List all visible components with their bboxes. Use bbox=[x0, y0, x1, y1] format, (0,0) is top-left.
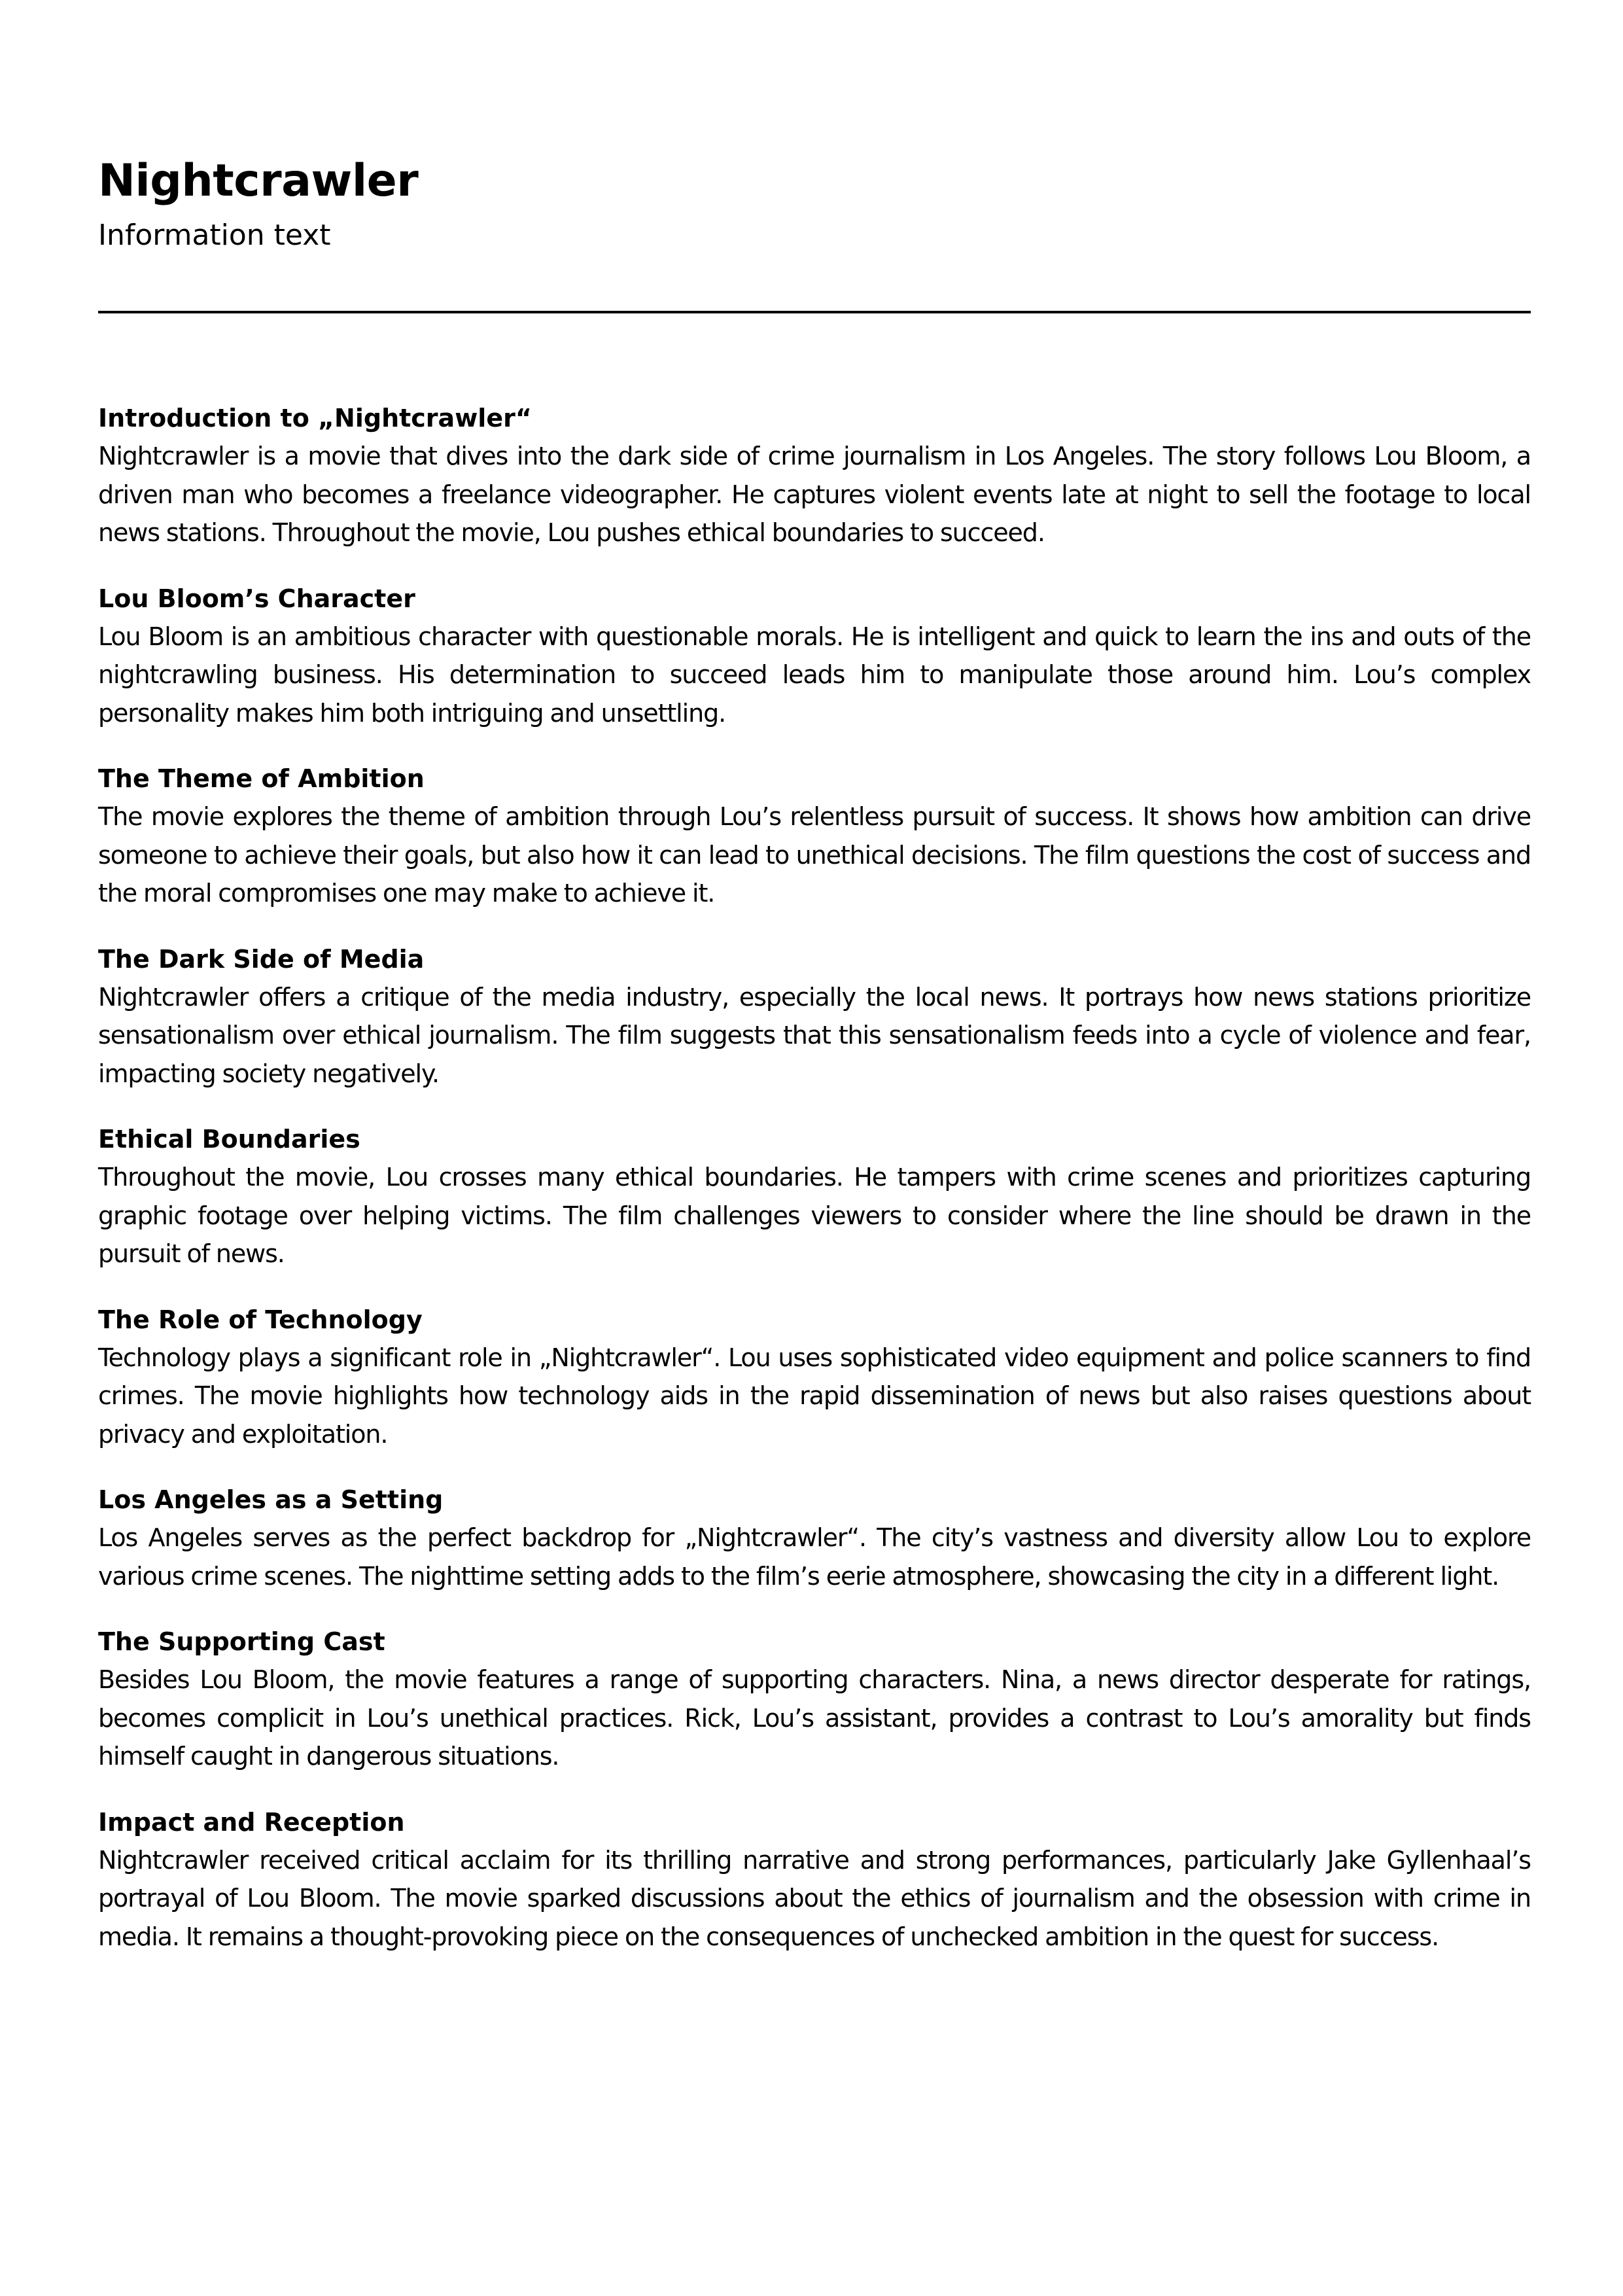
section-heading: Ethical Boundaries bbox=[98, 1125, 360, 1154]
section-paragraph: Los Angeles serves as the perfect backdrop for „Nightcrawler“. The city’s vastness and diversity allow Lou to explore various crime scenes. The nighttime setting adds to the film’s eerie atmosphere, showcasing the city in a different light. bbox=[98, 1523, 1531, 1591]
section-paragraph: Technology plays a significant role in „Nightcrawler“. Lou uses sophisticated video equipment and police scanners to find crimes. The movie highlights how technology aids in the rapid dissemination of news but also raises questions about privacy and exploitation. bbox=[98, 1343, 1531, 1449]
section-heading: Los Angeles as a Setting bbox=[98, 1485, 444, 1514]
section-dark-side-of-media bbox=[98, 940, 1531, 1093]
section-heading: The Dark Side of Media bbox=[98, 944, 425, 974]
section-ethical-boundaries bbox=[98, 1120, 1531, 1273]
section-paragraph: Besides Lou Bloom, the movie features a range of supporting characters. Nina, a news director desperate for ratings, becomes complicit in Lou’s unethical practices. Rick, Lou’s assistant, provides a contrast to Lou’s amorality but finds himself caught in dangerous situations. bbox=[98, 1665, 1531, 1771]
section-paragraph: Nightcrawler is a movie that dives into the dark side of crime journalism in Los Angeles. The story follows Lou Bloom, a driven man who becomes a freelance videographer. He captures violent events late at night to sell the footage to local news stations. Throughout the movie, Lou pushes ethical boundaries to succeed. bbox=[98, 442, 1531, 547]
title-divider bbox=[98, 311, 1531, 313]
document-body bbox=[98, 399, 1531, 1983]
section-heading: The Theme of Ambition bbox=[98, 764, 425, 793]
section-paragraph: The movie explores the theme of ambition through Lou’s relentless pursuit of success. It shows how ambition can drive someone to achieve their goals, but also how it can lead to unethical decisions. The film questions the cost of success and the moral compromises one may make to achieve it. bbox=[98, 802, 1531, 908]
section-paragraph: Lou Bloom is an ambitious character with questionable morals. He is intelligent and quick to learn the ins and outs of the nightcrawling business. His determination to succeed leads him to manipulate those around him. Lou’s complex personality makes him both intriguing and unsettling. bbox=[98, 622, 1531, 728]
section-introduction bbox=[98, 399, 1531, 552]
section-heading: Lou Bloom’s Character bbox=[98, 584, 415, 613]
document-title: Nightcrawler bbox=[98, 155, 419, 207]
section-los-angeles-setting bbox=[98, 1481, 1531, 1595]
section-lou-bloom-character bbox=[98, 580, 1531, 733]
section-theme-of-ambition bbox=[98, 760, 1531, 913]
section-paragraph: Nightcrawler offers a critique of the media industry, especially the local news. It portrays how news stations prioritize sensationalism over ethical journalism. The film suggests that this sensationalism feeds into a cycle of violence and fear, impacting society negatively. bbox=[98, 982, 1531, 1088]
section-paragraph: Nightcrawler received critical acclaim for its thrilling narrative and strong performances, particularly Jake Gyllenhaal’s portrayal of Lou Bloom. The movie sparked discussions about the ethics of journalism and the obsession with crime in media. It remains a thought-provoking piece on the consequences of unchecked ambition in the quest for success. bbox=[98, 1845, 1531, 1951]
section-heading: Introduction to „Nightcrawler“ bbox=[98, 404, 532, 433]
section-heading: The Supporting Cast bbox=[98, 1627, 385, 1656]
section-paragraph: Throughout the movie, Lou crosses many ethical boundaries. He tampers with crime scenes and prioritizes capturing graphic footage over helping victims. The film challenges viewers to consider where the line should be drawn in the pursuit of news. bbox=[98, 1163, 1531, 1268]
section-heading: The Role of Technology bbox=[98, 1305, 423, 1334]
section-role-of-technology bbox=[98, 1301, 1531, 1454]
section-impact-and-reception bbox=[98, 1803, 1531, 1956]
document-subtitle: Information text bbox=[98, 219, 331, 252]
section-supporting-cast bbox=[98, 1623, 1531, 1776]
section-heading: Impact and Reception bbox=[98, 1807, 405, 1837]
